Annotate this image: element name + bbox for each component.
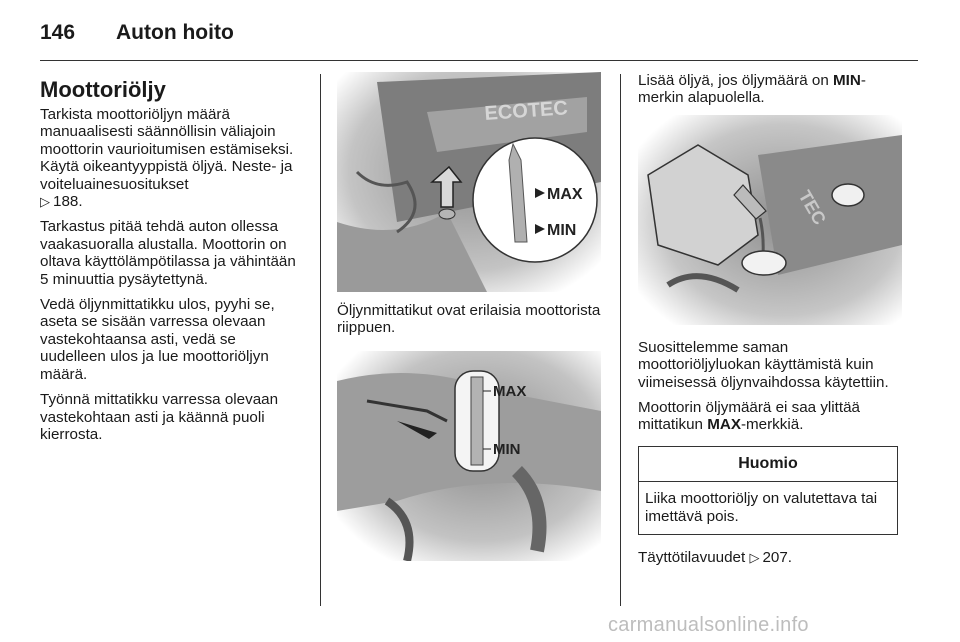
paragraph-capacities — [638, 549, 902, 566]
paragraph-pull-dipstick: Vedä öljynmittatikku ulos, pyyhi se, aseta se sisään varressa olevaan vastekohtaansa asti, vedä se uudelleen ulos ja lue moottoriöljyn määrä. — [40, 296, 275, 383]
caption-dipsticks: Öljynmittatikut ovat erilaisia moottorista riippuen. — [337, 302, 601, 337]
paragraph-level-ground: Tarkastus pitää tehdä auton ollessa vaakasuoralla alustalla. Moottorin on oltava käyttölämpötilassa ja vähintään 5 minuuttia pysäytettynä. — [40, 218, 296, 288]
page-header — [40, 18, 234, 48]
oil-cap-icon — [832, 184, 864, 206]
max-mark-label-2: MAX — [493, 382, 527, 400]
paragraph-check-oil — [40, 106, 304, 210]
cross-reference-arrow-icon: ▷ — [749, 550, 760, 566]
cross-reference-link[interactable]: 207. — [762, 549, 793, 567]
paragraph-add-oil — [638, 72, 902, 107]
watermark: carmanualsonline.info — [608, 614, 809, 636]
page-number: 146 — [40, 21, 76, 44]
paragraph-insert-dipstick: Työnnä mittatikku varressa olevaan vastekohtaan asti ja käännä puoli kierrosta. — [40, 391, 279, 443]
dipstick-illustration-ecotec — [337, 72, 601, 292]
paragraph-text: Tarkista moottoriöljyn määrä manuaalisesti säännöllisin väliajoin moottorin vaurioitumisen estämiseksi. Käytä oikeantyyppistä öljyä. Neste- ja voiteluainesuositukset — [40, 106, 294, 193]
text-fragment: Täyttötilavuudet — [638, 549, 746, 567]
max-mark-label: MAX — [547, 186, 583, 203]
note-box — [638, 446, 898, 535]
paragraph-max-limit — [638, 399, 902, 434]
paragraph-recommend-oil: Suosittelemme saman moottoriöljyluokan käyttämistä kuin viimeisessä öljynvaihdossa käytettiin. — [638, 338, 889, 391]
min-mark-label-2: MIN — [493, 440, 521, 458]
section-title: Moottoriöljy — [40, 77, 166, 102]
max-mark-bold: MAX — [707, 416, 741, 434]
min-mark-bold: MIN — [833, 72, 861, 89]
column-right — [638, 72, 902, 574]
ecotec-brand-text: ECOTEC — [483, 97, 569, 125]
min-mark-label: MIN — [547, 222, 577, 239]
header-divider — [40, 60, 918, 61]
note-body: Liika moottoriöljy on valutettava tai imettävä pois. — [645, 490, 878, 525]
text-fragment: -merkkiä. — [740, 416, 804, 434]
text-fragment: -merkin alapuolella. — [638, 72, 866, 107]
dipstick-illustration-engine — [337, 351, 601, 561]
column-left — [40, 78, 304, 451]
note-title: Huomio — [639, 447, 897, 482]
tec-brand-text: TEC — [794, 186, 830, 228]
text-fragment: Moottorin öljymäärä ei saa ylittää mittatikun — [638, 399, 861, 434]
oil-filling-illustration — [638, 115, 902, 325]
column-divider-left — [320, 74, 321, 606]
cross-reference-arrow-icon: ▷ — [40, 194, 50, 210]
cross-reference-link[interactable]: 188. — [53, 193, 83, 211]
text-fragment: Lisää öljyä, jos öljymäärä on — [638, 72, 834, 89]
oil-filler-opening — [742, 251, 786, 275]
chapter-title: Auton hoito — [116, 21, 234, 44]
column-middle — [337, 72, 601, 561]
column-divider-right — [620, 74, 621, 606]
